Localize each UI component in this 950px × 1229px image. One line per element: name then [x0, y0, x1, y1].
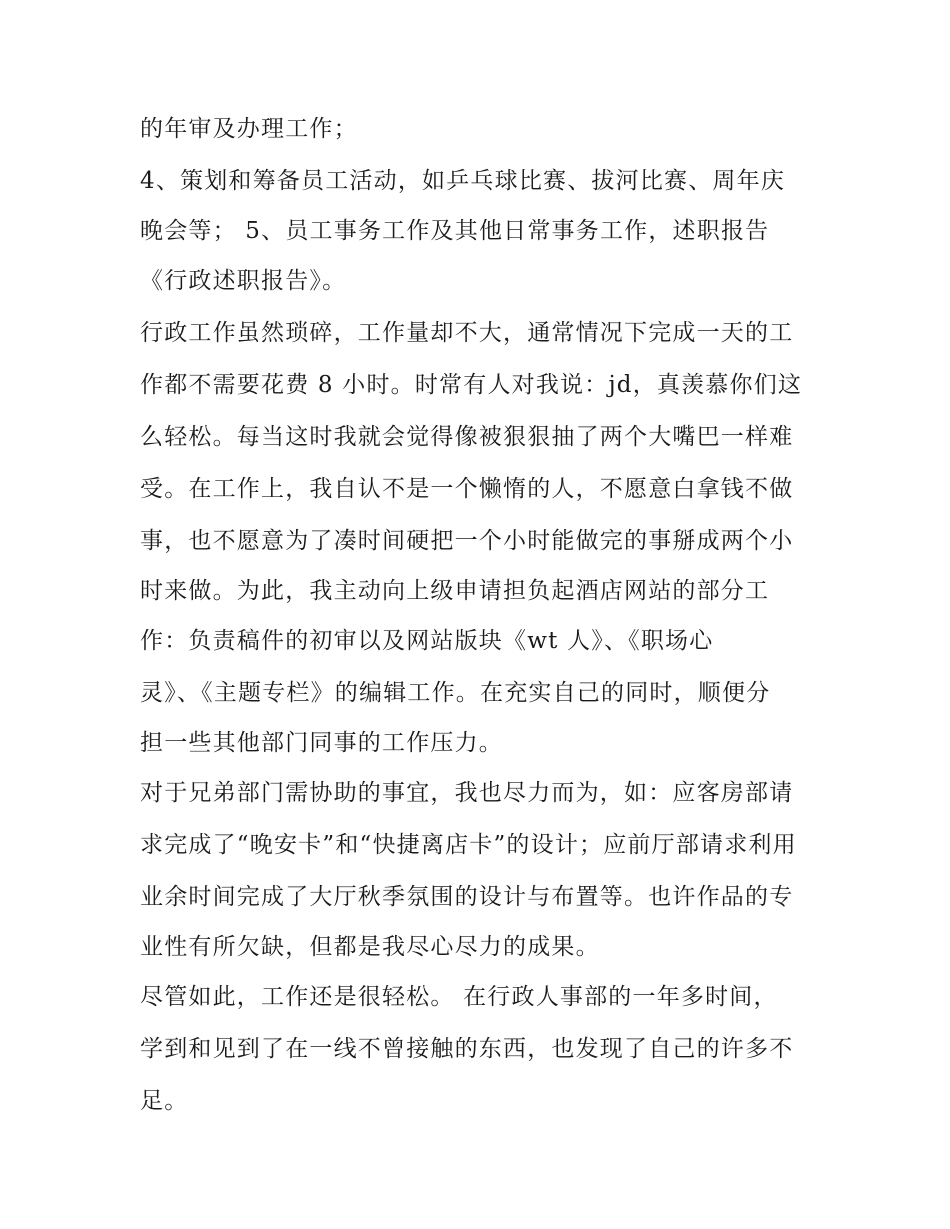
text-line-3: 晚会等； 5、员工事务工作及其他日常事务工作，述职报告 — [140, 218, 770, 244]
text-line-6: 作都不需要花费 8 小时。时常有人对我说：jd，真羡慕你们这 — [140, 372, 803, 398]
text-line-11: 作：负责稿件的初审以及网站版块《wt 人》、《职场心 — [140, 628, 714, 654]
text-line-5: 行政工作虽然琐碎，工作量却不大，通常情况下完成一天的工 — [140, 320, 794, 346]
text-line-8: 受。在工作上，我自认不是一个懒惰的人，不愿意白拿钱不做 — [140, 476, 794, 502]
text-line-14: 对于兄弟部门需协助的事宜，我也尽力而为，如：应客房部请 — [140, 780, 794, 806]
text-line-19: 学到和见到了在一线不曾接触的东西，也发现了自己的许多不 — [140, 1036, 794, 1062]
text-line-16: 业余时间完成了大厅秋季氛围的设计与布置等。也许作品的专 — [140, 884, 794, 910]
text-line-12: 灵》、《主题专栏》的编辑工作。在充实自己的同时，顺便分 — [140, 680, 771, 706]
text-line-17: 业性有所欠缺，但都是我尽心尽力的成果。 — [140, 934, 600, 960]
text-line-1: 的年审及办理工作； — [140, 116, 358, 142]
text-line-4: 《行政述职报告》。 — [140, 268, 347, 294]
text-line-7: 么轻松。每当这时我就会觉得像被狠狠抽了两个大嘴巴一样难 — [140, 424, 794, 450]
text-line-15: 求完成了“晚安卡”和“快捷离店卡”的设计；应前厅部请求利用 — [140, 832, 797, 858]
text-line-20: 足。 — [140, 1088, 189, 1114]
text-line-10: 时来做。为此，我主动向上级申请担负起酒店网站的部分工 — [140, 578, 770, 604]
text-line-2: 4、策划和筹备员工活动，如乒乓球比赛、拔河比赛、周年庆 — [140, 168, 786, 194]
text-line-18: 尽管如此，工作还是很轻松。 在行政人事部的一年多时间， — [140, 984, 778, 1010]
text-line-9: 事，也不愿意为了凑时间硬把一个小时能做完的事掰成两个小 — [140, 528, 794, 554]
text-line-13: 担一些其他部门同事的工作压力。 — [140, 730, 503, 756]
